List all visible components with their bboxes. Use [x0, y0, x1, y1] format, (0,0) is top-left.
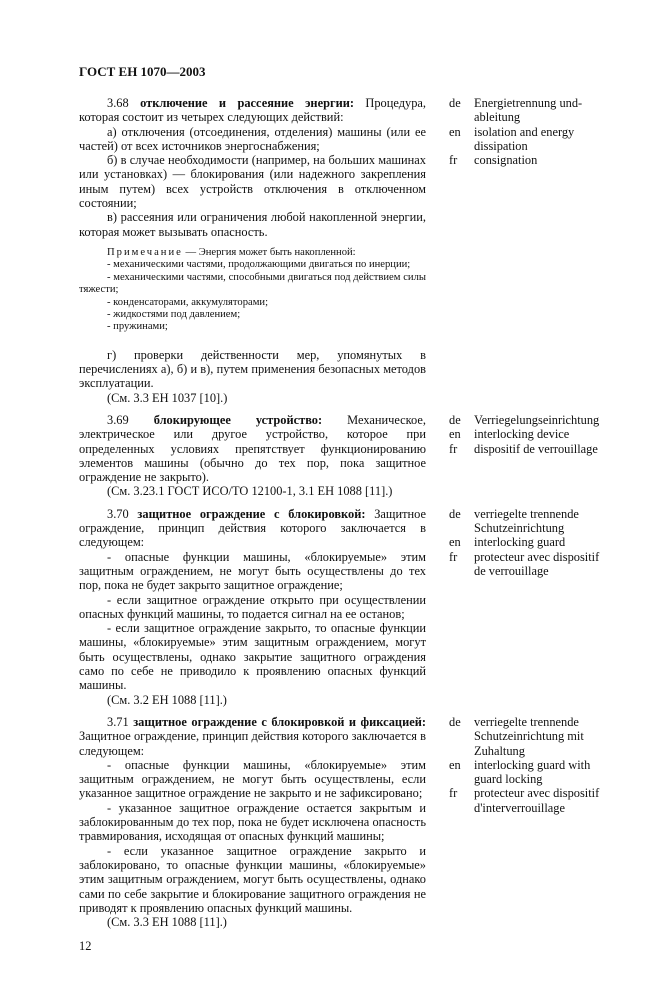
note-item: - механическими частями, способными двигаться под действием силы тяжести; [79, 271, 426, 296]
reference: (См. 3.3 ЕН 1088 [11].) [107, 915, 227, 930]
term-text: interlocking guard [474, 535, 566, 550]
definition-text: Защитное ограждение, принцип действия которого заключается в следующем: [79, 506, 426, 550]
reference: (См. 3.3 ЕН 1037 [10].) [107, 390, 228, 405]
list-item: - если указанное защитное ограждение закрыто и заблокировано, то опасные функции машины, «блокируемые» этим защитным ограждением, могут быть осуществлены, однако сами по себе закрытие и блокирование защитного ограждения не приводят к проявлению опасных функций машины. [79, 843, 426, 915]
term: защитное ограждение с блокировкой и фиксацией: [133, 714, 426, 729]
term-de [449, 413, 619, 427]
section-number: 3.68 [107, 96, 129, 110]
section-3-68 [79, 96, 426, 405]
note-label: Примечание [107, 246, 183, 258]
section-3-69-row [79, 413, 661, 499]
list-item: - если защитное ограждение открыто при осуществлении опасных функций машины, то подается сигнал на ее останов; [79, 592, 426, 621]
document-header: ГОСТ ЕН 1070—2003 [79, 64, 206, 79]
section-3-70-row [79, 507, 661, 707]
term-text: interlocking guard with guard locking [474, 757, 591, 787]
section-3-70 [79, 507, 426, 707]
definition [79, 413, 426, 484]
lang-code: en [449, 535, 461, 550]
section-3-71-row [79, 715, 661, 929]
lang-code: fr [449, 153, 458, 168]
term-de [449, 96, 619, 125]
term-text: Verriegelungseinrichtung [474, 413, 600, 427]
lang-code: en [449, 427, 461, 442]
term-fr [449, 786, 619, 815]
lang-code: en [449, 124, 461, 139]
reference: (См. 3.23.1 ГОСТ ИСО/ТО 12100-1, 3.1 ЕН 1088 [11].) [107, 484, 393, 499]
note-item: - конденсаторами, аккумуляторами; [107, 296, 269, 308]
terms-3-68 [449, 96, 619, 167]
section-3-68-row [79, 96, 661, 405]
term-text: interlocking device [474, 427, 570, 442]
section-number: 3.70 [107, 506, 129, 521]
term-en [449, 427, 619, 441]
term-text: protecteur avec dispositif de verrouillage [474, 549, 600, 578]
note-item: - механическими частями, продолжающими двигаться по инерции; [107, 259, 411, 271]
term-fr [449, 153, 619, 167]
term-fr [449, 550, 619, 579]
list-item: а) отключения (отсоединения, отделения) машины (или ее частей) от всех источников энергоснабжения; [79, 124, 426, 153]
definition [79, 96, 426, 125]
list-item: - если защитное ограждение закрыто, то опасные функции машины, «блокируемые» этим защитным ограждением, могут быть осуществлены, однако закрытие защитного ограждения само по себе не приводило к проявлению опасных функций машины. [79, 621, 426, 693]
term-de [449, 507, 619, 536]
definition [79, 715, 426, 758]
note-heading [79, 247, 426, 259]
list-item: б) в случае необходимости (например, на больших машинах или установках) — блокирования (или надежного закрепления иным путем) всех устройств отключения в отключенном состоянии; [79, 153, 426, 211]
note-item: - пружинами; [107, 321, 168, 333]
term-text: isolation and energy dissipation [474, 124, 575, 153]
definition [79, 507, 426, 550]
term-text: protecteur avec dispositif d'interverrouillage [474, 786, 600, 815]
term-text: verriegelte trennende Schutzeinrichtung [474, 506, 579, 536]
definition-text: Механическое, электрическое или другое устройство, которое при определенных условиях препятствует функционированию элементов машины (обычно до тех пор, пока защитное ограждение не закрыто). [79, 413, 426, 485]
list-item: - опасные функции машины, «блокируемые» этим защитным ограждением, не могут быть осуществлены, если указанное защитное ограждение не закрыто и не зафиксировано; [79, 757, 426, 801]
term-fr [449, 442, 619, 456]
section-3-69 [79, 413, 426, 499]
list-item: - опасные функции машины, «блокируемые» этим защитным ограждением, не могут быть осуществлены до тех пор, пока не будет закрыто защитное ограждение; [79, 549, 426, 593]
term: защитное ограждение с блокировкой: [137, 506, 366, 521]
reference: (См. 3.2 ЕН 1088 [11].) [107, 692, 227, 707]
lang-code: de [449, 96, 461, 110]
lang-code: de [449, 413, 461, 427]
note-item: - жидкостями под давлением; [107, 309, 241, 320]
term-de [449, 715, 619, 758]
terms-3-70 [449, 507, 619, 578]
term-text: consignation [474, 153, 538, 168]
term-en [449, 758, 619, 787]
terms-3-69 [449, 413, 619, 456]
section-number: 3.71 [107, 714, 129, 729]
term-text: verriegelte trennende Schutzeinrichtung mit Zuhaltung [474, 714, 584, 758]
definition-text: Защитное ограждение, принцип действия которого заключается в следующем: [79, 729, 426, 758]
definition-text: Процедура, которая состоит из четырех следующих действий: [79, 96, 426, 125]
terms-3-71 [449, 715, 619, 815]
term-text: dispositif de verrouillage [474, 441, 598, 456]
lang-code: de [449, 506, 461, 521]
term-text: Energietrennung und-ableitung [474, 96, 583, 125]
section-number: 3.69 [107, 413, 129, 427]
section-3-71 [79, 715, 426, 929]
list-item: в) рассеяния или ограничения любой накопленной энергии, которая может вызывать опасность. [79, 210, 426, 239]
note-text: — Энергия может быть накопленной: [182, 246, 356, 258]
term-en [449, 125, 619, 154]
lang-code: fr [449, 441, 458, 456]
lang-code: fr [449, 549, 458, 564]
note [79, 247, 426, 334]
lang-code: en [449, 757, 461, 772]
term-en [449, 535, 619, 549]
term: блокирующее устройство: [153, 413, 323, 427]
term: отключение и рассеяние энергии: [140, 96, 354, 110]
list-item: г) проверки действенности мер, упомянутых в перечислениях а), б) и в), путем применения безопасных методов эксплуатации. [79, 347, 426, 391]
lang-code: de [449, 714, 461, 729]
list-item: - указанное защитное ограждение остается закрытым и заблокированным до тех пор, пока не будет исключена опасность травмирования, исходящая от опасных функций машины; [79, 800, 426, 844]
page-number: 12 [79, 939, 92, 954]
lang-code: fr [449, 786, 458, 801]
